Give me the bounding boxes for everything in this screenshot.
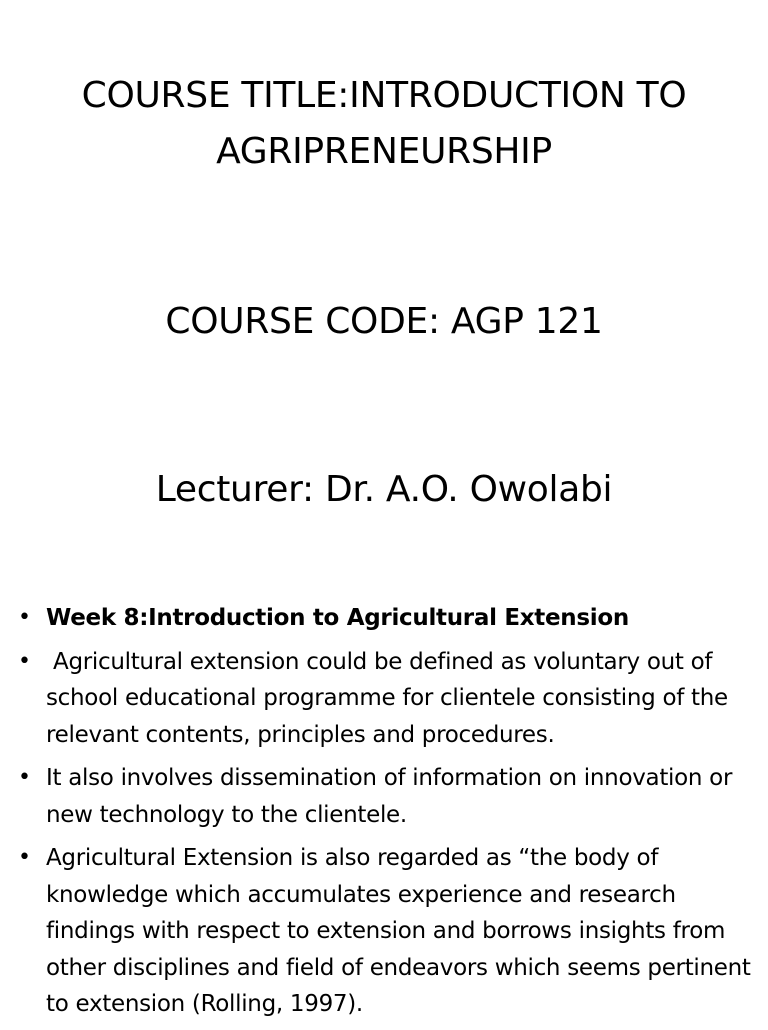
bullet-item-week-heading xyxy=(18,600,758,637)
bullet-item-dissemination xyxy=(18,760,758,833)
bullet-item-definition xyxy=(18,644,758,754)
lecturer-name: Lecturer: Dr. A.O. Owolabi xyxy=(155,469,613,510)
course-code: COURSE CODE: AGP 121 xyxy=(165,301,603,342)
course-title xyxy=(0,68,768,180)
week-heading: Week 8:Introduction to Agricultural Extension xyxy=(46,605,629,631)
bullet-icon: • xyxy=(18,765,31,790)
course-title-line-2: AGRIPRENEURSHIP xyxy=(216,131,552,172)
bullet-item-body-of-knowledge xyxy=(18,840,758,1023)
course-title-line-1: COURSE TITLE:INTRODUCTION TO xyxy=(81,75,687,116)
bullet-list xyxy=(18,600,758,1030)
bullet-text: It also involves dissemination of information on innovation or new technology to the clientele. xyxy=(46,765,733,828)
bullet-icon: • xyxy=(18,845,31,870)
bullet-icon: • xyxy=(18,605,31,630)
bullet-text: Agricultural extension could be defined as voluntary out of school educational programme for clientele consisting of the relevant contents, principles and procedures. xyxy=(46,648,735,748)
bullet-text: Agricultural Extension is also regarded as “the body of knowledge which accumulates experience and research findings with respect to extension and borrows insights from other disciplines and field of endeavors which seems pertinent to extension (Rolling, 1997). xyxy=(46,845,751,1017)
bullet-icon: • xyxy=(18,648,31,674)
